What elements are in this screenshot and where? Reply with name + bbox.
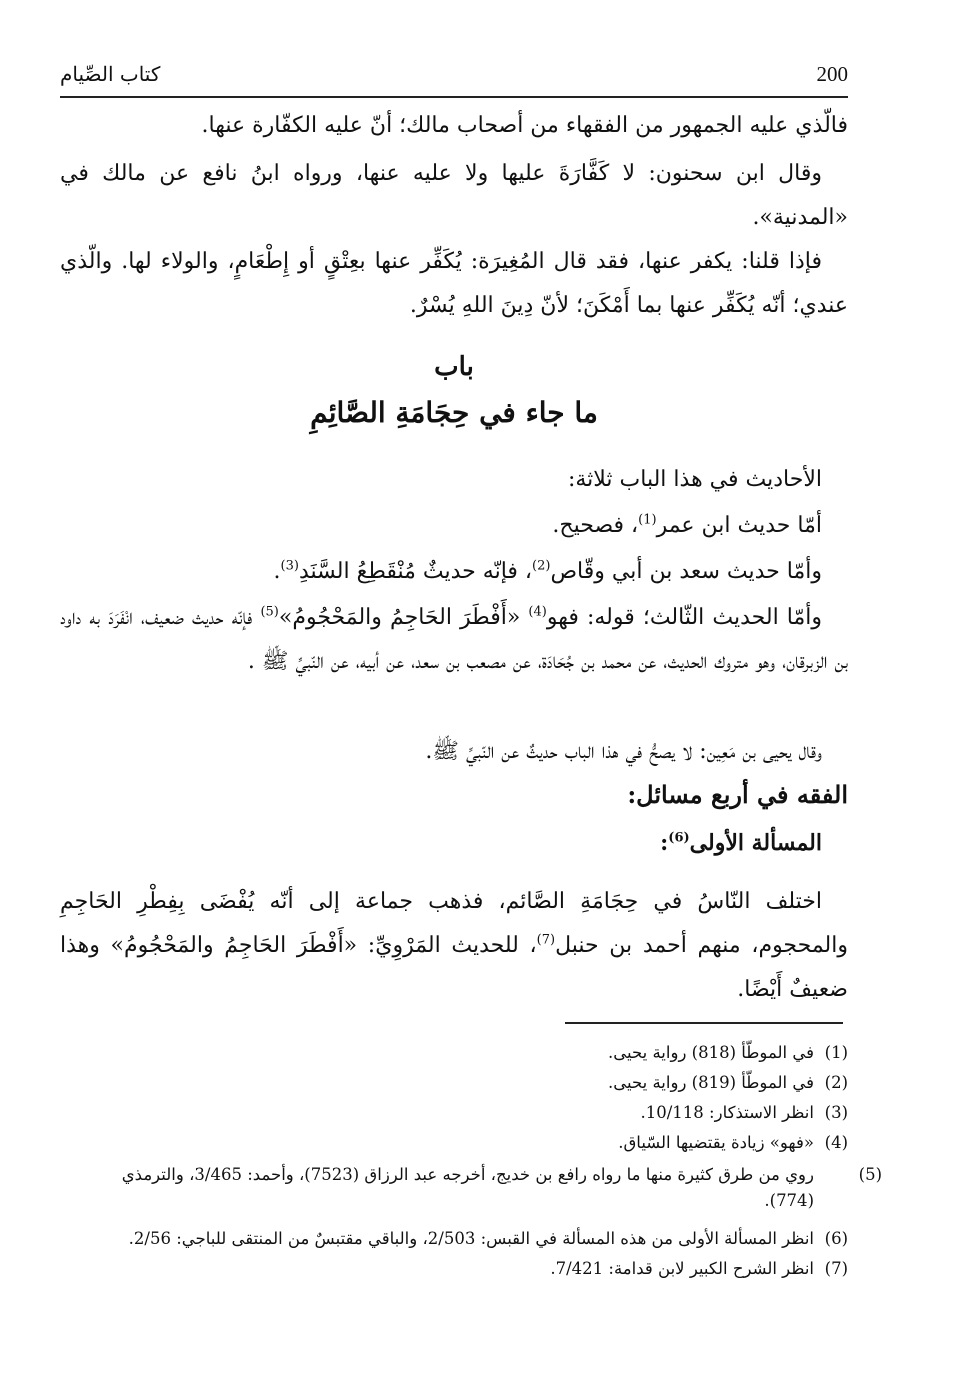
hadith-3-c: فإنّه حديث ضعيف، انْفَرَدَ به داود بن الزبرقان، وهو متروك الحديث، عن محمد بن جُحَادَة، عن مصعب بن سعد، عن أبيه، عن النّبيِّ ﷺ . <box>60 605 848 674</box>
footnote-ref-1: (1) <box>638 512 657 528</box>
footnote-text: انظر المسألة الأولى من هذه المسألة في القبس: 2/503، والباقي مقتبسٌ من المنتقى للباجي: 2/56. <box>128 1229 814 1248</box>
footnote-text: في الموطّأ (819) رواية يحيى. <box>607 1073 814 1092</box>
paragraph-3: فإذا قلنا: يكفر عنها، فقد قال المُغِيرَة: يُكَفِّر عنها بعِتْقٍ أو إِطْعَامٍ، والولاء لها. والّذي عندي؛ أنّه يُكَفِّر عنها بما أَمْكَنَ؛ لأنّ دِينَ اللهِ يُسْرٌ. <box>60 249 848 318</box>
footnote-1 <box>70 1040 848 1066</box>
footnote-number: (5) <box>858 1165 882 1184</box>
page-header <box>60 56 848 96</box>
footnote-7 <box>70 1256 848 1282</box>
footnote-number: (4) <box>824 1133 848 1152</box>
question-1-text-b: ، للحديث المَرْوِيِّ: «أَفْطَرَ الحَاجِمُ والمَحْجُومُ» وهذا ضعيفٌ أَيْضًا. <box>60 933 848 1002</box>
hadith-2-end: . <box>273 559 281 584</box>
page-number: 200 <box>816 62 848 86</box>
question-1-colon: : <box>660 830 669 856</box>
hadith-intro: الأحاديث في هذا الباب ثلاثة: <box>567 467 822 492</box>
footnote-rule <box>565 1022 843 1024</box>
hadith-3 <box>60 596 848 684</box>
footnote-ref-5: (5) <box>260 604 279 620</box>
header-rule <box>60 96 848 98</box>
hadith-1 <box>60 504 848 548</box>
running-title: كتاب الصِّيام <box>60 62 161 86</box>
chapter-label: باب <box>434 352 474 382</box>
paragraph-2: وقال ابن سحنون: لا كَفَّارَةَ عليها ولا عليه عنها، ورواه ابنُ نافع عن مالك في «المدنية». <box>60 161 848 230</box>
footnote-text: انظر الشرح الكبير لابن قدامة: 7/421. <box>550 1259 814 1278</box>
fiqh-heading: الفقه في أربع مسائل: <box>627 780 848 809</box>
question-1-text-a: اختلف النّاسُ في حِجَامَةِ الصَّائم، فذهب جماعة إلى أنّه يُفْضَى بِفِطْرِ الحَاجِمِ والمحجوم، منهم أحمد بن حنبل <box>60 889 848 958</box>
hadith-3-a: وأمّا الحديث الثّالث؛ قوله: فهو <box>546 605 822 630</box>
chapter-title: ما جاء في حِجَامَةِ الصَّائِمِ <box>310 396 598 429</box>
footnote-text: في الموطّأ (818) رواية يحيى. <box>607 1043 814 1062</box>
footnote-ref-4: (4) <box>528 604 547 620</box>
hadith-2-text: وأمّا حديث سعد بن أبي وقّاص <box>550 559 822 584</box>
footnote-ref-6: (6) <box>668 830 690 846</box>
footnote-text: روي من طرق كثيرة منها ما رواه رافع بن خديج، أخرجه عبد الرزاق (7523)، وأحمد: 3/465، والترمذي (774). <box>121 1165 814 1210</box>
hadith-1-end: ، فصحيح. <box>552 513 639 538</box>
footnote-number: (2) <box>824 1073 848 1092</box>
footnote-text: «فهو» زيادة يقتضيها السّياق. <box>618 1133 814 1152</box>
question-1-label: المسألة الأولى <box>689 830 822 856</box>
paragraph-1: فالّذي عليه الجمهور من الفقهاء من أصحاب مالك؛ أنّ عليه الكفّارة عنها. <box>201 113 848 138</box>
hadith-3-b: «أَفْطَرَ الحَاجِمُ والمَحْجُومُ» <box>278 605 529 630</box>
hadith-2-mid: ، فإنّه حديثٌ مُنْقَطِعُ السَّنَدِ <box>298 559 533 584</box>
footnote-2 <box>70 1070 848 1096</box>
footnote-5 <box>70 1162 882 1214</box>
footnote-4 <box>70 1130 848 1156</box>
footnote-ref-3: (3) <box>280 558 299 574</box>
footnote-6 <box>70 1226 848 1252</box>
footnote-ref-2: (2) <box>532 558 551 574</box>
hadith-2 <box>60 550 848 594</box>
footnote-3 <box>70 1100 848 1126</box>
question-1-text <box>60 880 848 1012</box>
footnote-number: (6) <box>824 1229 848 1248</box>
yahya-statement: وقال يحيى بن مَعِين: لا يصحُّ في هذا الباب حديثٌ عن النّبيِّ ﷺ. <box>425 739 822 764</box>
footnote-ref-7: (7) <box>536 932 556 948</box>
question-1-heading <box>660 830 822 856</box>
footnote-number: (7) <box>824 1259 848 1278</box>
footnote-number: (3) <box>824 1103 848 1122</box>
hadith-1-text: أمّا حديث ابن عمر <box>656 513 822 538</box>
footnote-text: انظر الاستذكار: 10/118. <box>640 1103 814 1122</box>
footnote-number: (1) <box>824 1043 848 1062</box>
